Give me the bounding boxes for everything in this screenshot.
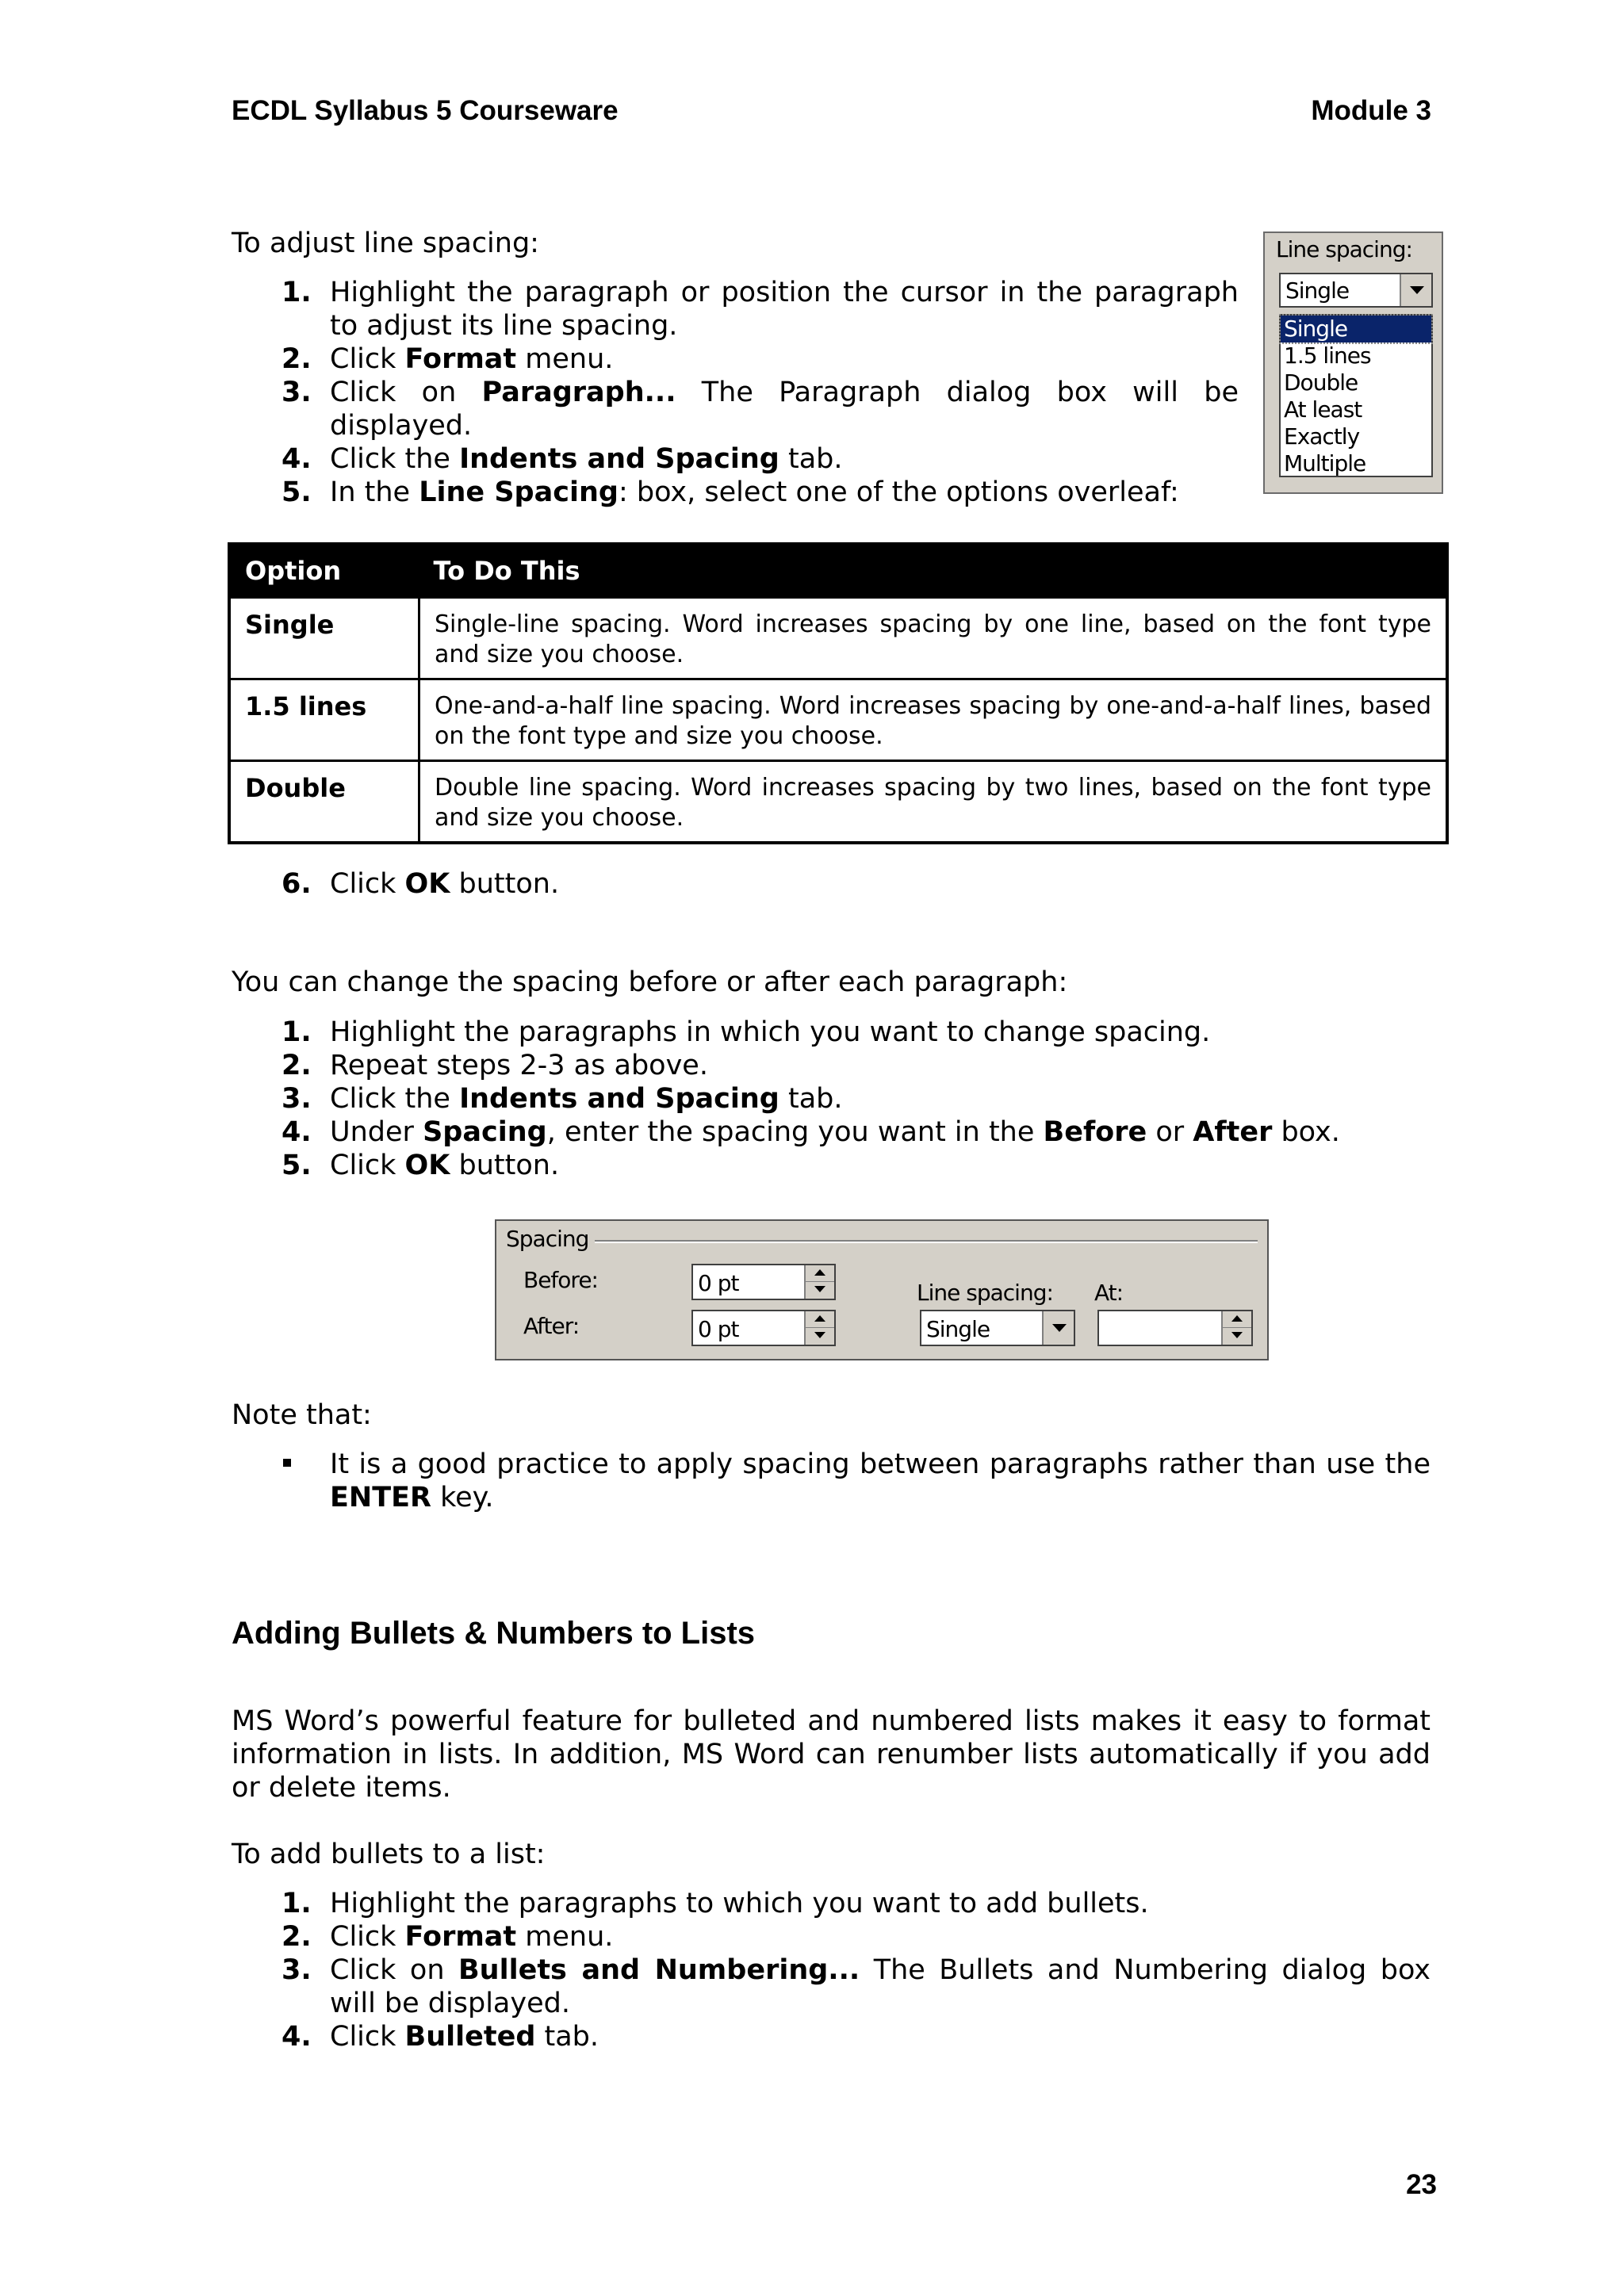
section-heading: Adding Bullets & Numbers to Lists <box>232 1616 756 1651</box>
table-row <box>229 598 1447 679</box>
spacing-legend: Spacing <box>506 1226 595 1252</box>
line-spacing-label: Line spacing: <box>1276 236 1412 262</box>
add-bullets-intro: To add bullets to a list: <box>232 1839 546 1870</box>
before-spin-buttons[interactable] <box>804 1265 834 1299</box>
before-spin-field[interactable]: 0 pt <box>691 1264 836 1300</box>
line-spacing-dropdown-screenshot <box>1263 232 1443 494</box>
line-spacing-combo[interactable]: Single <box>1279 273 1433 308</box>
note-bullet-text: It is a good practice to apply spacing between paragraphs rather than use the ENTER key. <box>330 1448 1431 1513</box>
line-spacing-steps <box>232 276 1239 509</box>
option-at-least[interactable]: At least <box>1284 396 1362 423</box>
table-cell-option: Double <box>229 761 419 844</box>
chevron-down-icon <box>1052 1324 1067 1332</box>
option-exactly[interactable]: Exactly <box>1284 423 1360 450</box>
after-spin-buttons[interactable] <box>804 1311 834 1345</box>
column-header-option: Option <box>229 544 419 598</box>
line-spacing-options-table <box>228 542 1449 844</box>
list-item: 3. Click the Indents and Spacing tab. <box>282 1083 843 1115</box>
add-bullets-steps <box>232 1887 1431 2053</box>
dropdown-arrow-button[interactable] <box>1042 1311 1074 1345</box>
list-item: 5. In the Line Spacing: box, select one of the options overleaf: <box>282 476 1179 508</box>
option-1-5-lines[interactable]: 1.5 lines <box>1284 342 1371 369</box>
chevron-down-icon <box>1410 286 1424 294</box>
list-item: 1. Highlight the paragraph or position the cursor in the paragraph to adjust its line spacing. <box>282 277 1239 342</box>
line-spacing-step-6 <box>232 867 1431 901</box>
running-header-title: ECDL Syllabus 5 Courseware <box>232 95 619 126</box>
at-spin-buttons[interactable] <box>1221 1311 1251 1345</box>
option-double[interactable]: Double <box>1284 369 1358 396</box>
spin-up-icon <box>814 1269 825 1276</box>
table-cell-description: One-and-a-half line spacing. Word increases spacing by one-and-a-half lines, based on the font type and size you choose. <box>419 679 1448 761</box>
list-item: 4. Click the Indents and Spacing tab. <box>282 443 843 475</box>
line-spacing-label: Line spacing: <box>917 1280 1053 1306</box>
spacing-dialog-screenshot <box>495 1219 1269 1360</box>
group-divider <box>592 1240 1258 1243</box>
list-item: 6. Click OK button. <box>282 868 560 900</box>
spin-up-icon <box>1231 1315 1243 1322</box>
line-spacing-select[interactable]: Single <box>920 1310 1075 1346</box>
list-item: 1. Highlight the paragraphs in which you want to change spacing. <box>282 1016 1211 1048</box>
list-item: 2. Click Format menu. <box>282 343 614 375</box>
spin-down-icon <box>814 1286 825 1292</box>
dropdown-arrow-button[interactable] <box>1400 274 1431 306</box>
list-item: 4. Under Spacing, enter the spacing you want in the Before or After box. <box>282 1116 1340 1148</box>
list-item: 2. Repeat steps 2-3 as above. <box>282 1050 708 1081</box>
column-header-to-do-this: To Do This <box>419 544 1448 598</box>
list-item: 2. Click Format menu. <box>282 1921 614 1953</box>
table-cell-option: Single <box>229 598 419 679</box>
option-single[interactable]: Single <box>1281 316 1431 342</box>
table-row <box>229 679 1447 761</box>
paragraph-spacing-steps <box>232 1016 1431 1182</box>
before-label: Before: <box>523 1267 598 1293</box>
at-spin-field[interactable] <box>1097 1310 1253 1346</box>
paragraph-spacing-intro: You can change the spacing before or after each paragraph: <box>232 966 1068 998</box>
after-label: After: <box>523 1313 580 1339</box>
list-item: 3. Click on Paragraph... The Paragraph dialog box will be displayed. <box>282 377 1239 442</box>
list-item: 3. Click on Bullets and Numbering... The Bullets and Numbering dialog box will be displayed. <box>282 1954 1431 2019</box>
spin-up-icon <box>814 1315 825 1322</box>
table-row <box>229 761 1447 844</box>
page-number: 23 <box>1406 2169 1437 2200</box>
table-cell-description: Single-line spacing. Word increases spacing by one line, based on the font type and size you choose. <box>419 598 1448 679</box>
table-cell-description: Double line spacing. Word increases spacing by two lines, based on the font type and size you choose. <box>419 761 1448 844</box>
spin-down-icon <box>814 1332 825 1338</box>
square-bullet-icon <box>283 1459 291 1467</box>
option-multiple[interactable]: Multiple <box>1284 450 1366 476</box>
list-item: 5. Click OK button. <box>282 1150 560 1181</box>
at-label: At: <box>1094 1280 1124 1306</box>
bullets-intro-paragraph: MS Word’s powerful feature for bulleted and numbered lists makes it easy to format information in lists. In addition, MS Word can renumber lists automatically if you add or delete items. <box>232 1705 1431 1804</box>
note-intro: Note that: <box>232 1399 372 1431</box>
line-spacing-intro: To adjust line spacing: <box>232 228 539 259</box>
table-header-row <box>229 544 1447 598</box>
spin-down-icon <box>1231 1332 1243 1338</box>
table-cell-option: 1.5 lines <box>229 679 419 761</box>
line-spacing-options-list[interactable] <box>1279 314 1433 477</box>
after-spin-field[interactable]: 0 pt <box>691 1310 836 1346</box>
running-header-module: Module 3 <box>1311 95 1431 126</box>
list-item: 1. Highlight the paragraphs to which you want to add bullets. <box>282 1888 1149 1919</box>
list-item: 4. Click Bulleted tab. <box>282 2021 599 2053</box>
